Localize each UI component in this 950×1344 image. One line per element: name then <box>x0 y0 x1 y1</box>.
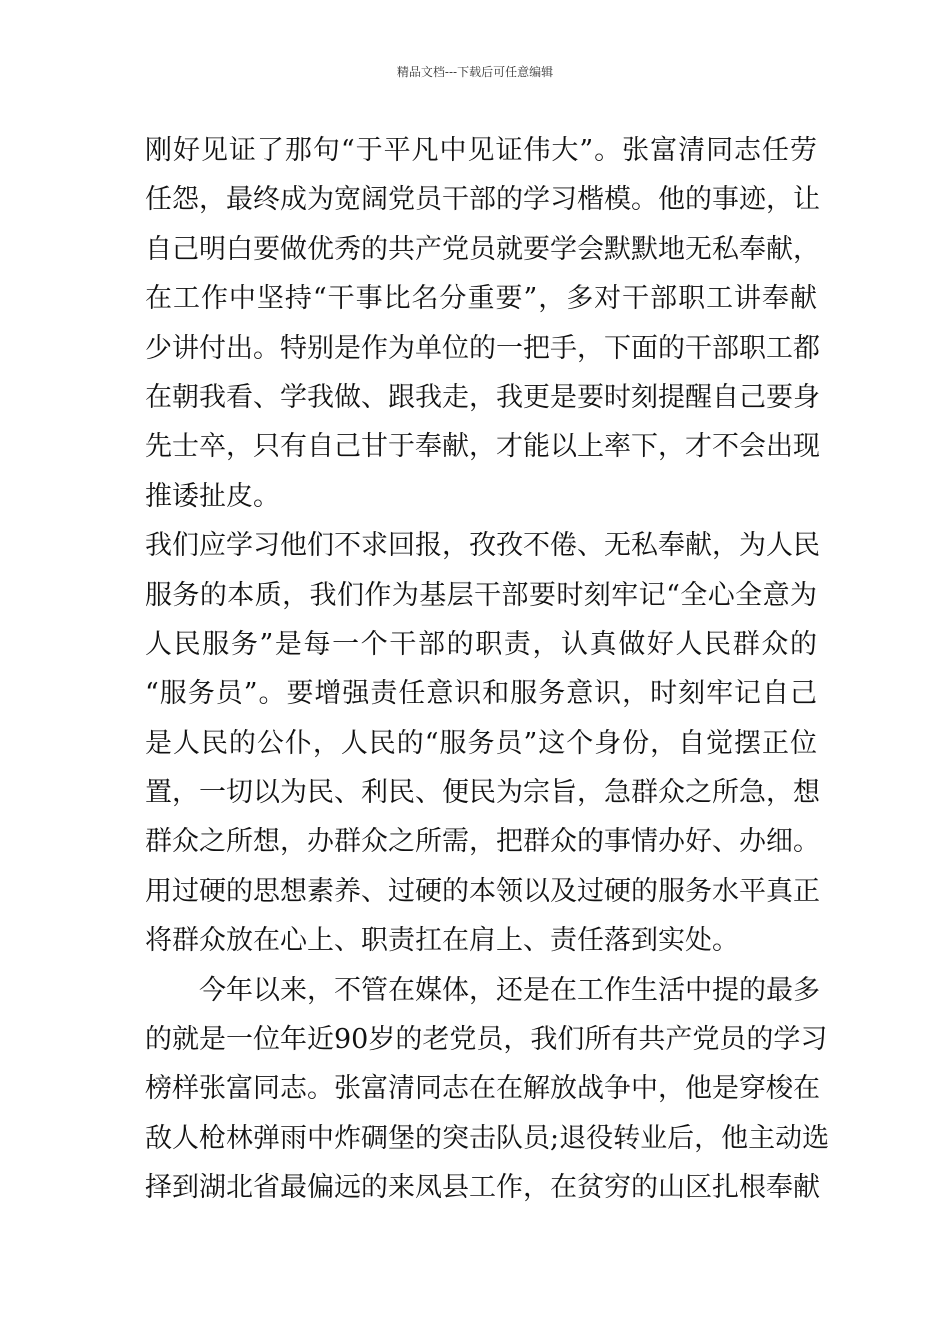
text-line: 是人民的公仆，人民的“服务员”这个身份，自觉摆正位 <box>145 727 817 759</box>
text-line: 推诿扯皮。 <box>145 480 280 512</box>
page-header: 精品文档---下载后可任意编辑 <box>396 65 554 79</box>
paragraph-1 <box>145 126 820 521</box>
text-line: 我们应学习他们不求回报，孜孜不倦、无私奉献，为人民 <box>145 530 820 562</box>
text-line: 敌人枪林弹雨中炸碉堡的突击队员;退役转业后，他主动选 <box>145 1122 830 1154</box>
text-line: 群众之所想，办群众之所需，把群众的事情办好、办细。 <box>145 826 820 858</box>
text-line: 用过硬的思想素养、过硬的本领以及过硬的服务水平真正 <box>145 875 820 907</box>
text-line: 择到湖北省最偏远的来凤县工作，在贫穷的山区扎根奉献 <box>145 1172 820 1204</box>
paragraph-3 <box>145 966 830 1213</box>
text-line: 少讲付出。特别是作为单位的一把手，下面的干部职工都 <box>145 332 820 364</box>
text-line: 人民服务”是每一个干部的职责，认真做好人民群众的 <box>145 628 817 660</box>
text-line: 在工作中坚持“干事比名分重要”，多对干部职工讲奉献 <box>145 283 817 315</box>
text-line: 先士卒，只有自己甘于奉献，才能以上率下，才不会出现 <box>145 431 820 463</box>
text-line: 服务的本质，我们作为基层干部要时刻牢记“全心全意为 <box>145 579 817 611</box>
text-line: 在朝我看、学我做、跟我走，我更是要时刻提醒自己要身 <box>145 381 820 413</box>
text-line: “服务员”。要增强责任意识和服务意识，时刻牢记自己 <box>145 678 817 710</box>
text-line: 的就是一位年近90岁的老党员，我们所有共产党员的学习 <box>145 1024 828 1056</box>
text-line: 任怨，最终成为宽阔党员干部的学习楷模。他的事迹，让 <box>145 184 820 216</box>
text-line: 刚好见证了那句“于平凡中见证伟大”。张富清同志任劳 <box>145 135 817 166</box>
paragraph-2 <box>145 521 820 966</box>
text-line: 将群众放在心上、职责扛在肩上、责任落到实处。 <box>145 925 739 957</box>
document-body <box>145 126 830 1213</box>
text-line: 榜样张富同志。张富清同志在在解放战争中，他是穿梭在 <box>145 1073 820 1105</box>
text-line: 自己明白要做优秀的共产党员就要学会默默地无私奉献， <box>145 233 820 265</box>
text-line: 置，一切以为民、利民、便民为宗旨，急群众之所急，想 <box>145 777 820 809</box>
text-line: 今年以来，不管在媒体，还是在工作生活中提的最多 <box>199 974 820 1006</box>
